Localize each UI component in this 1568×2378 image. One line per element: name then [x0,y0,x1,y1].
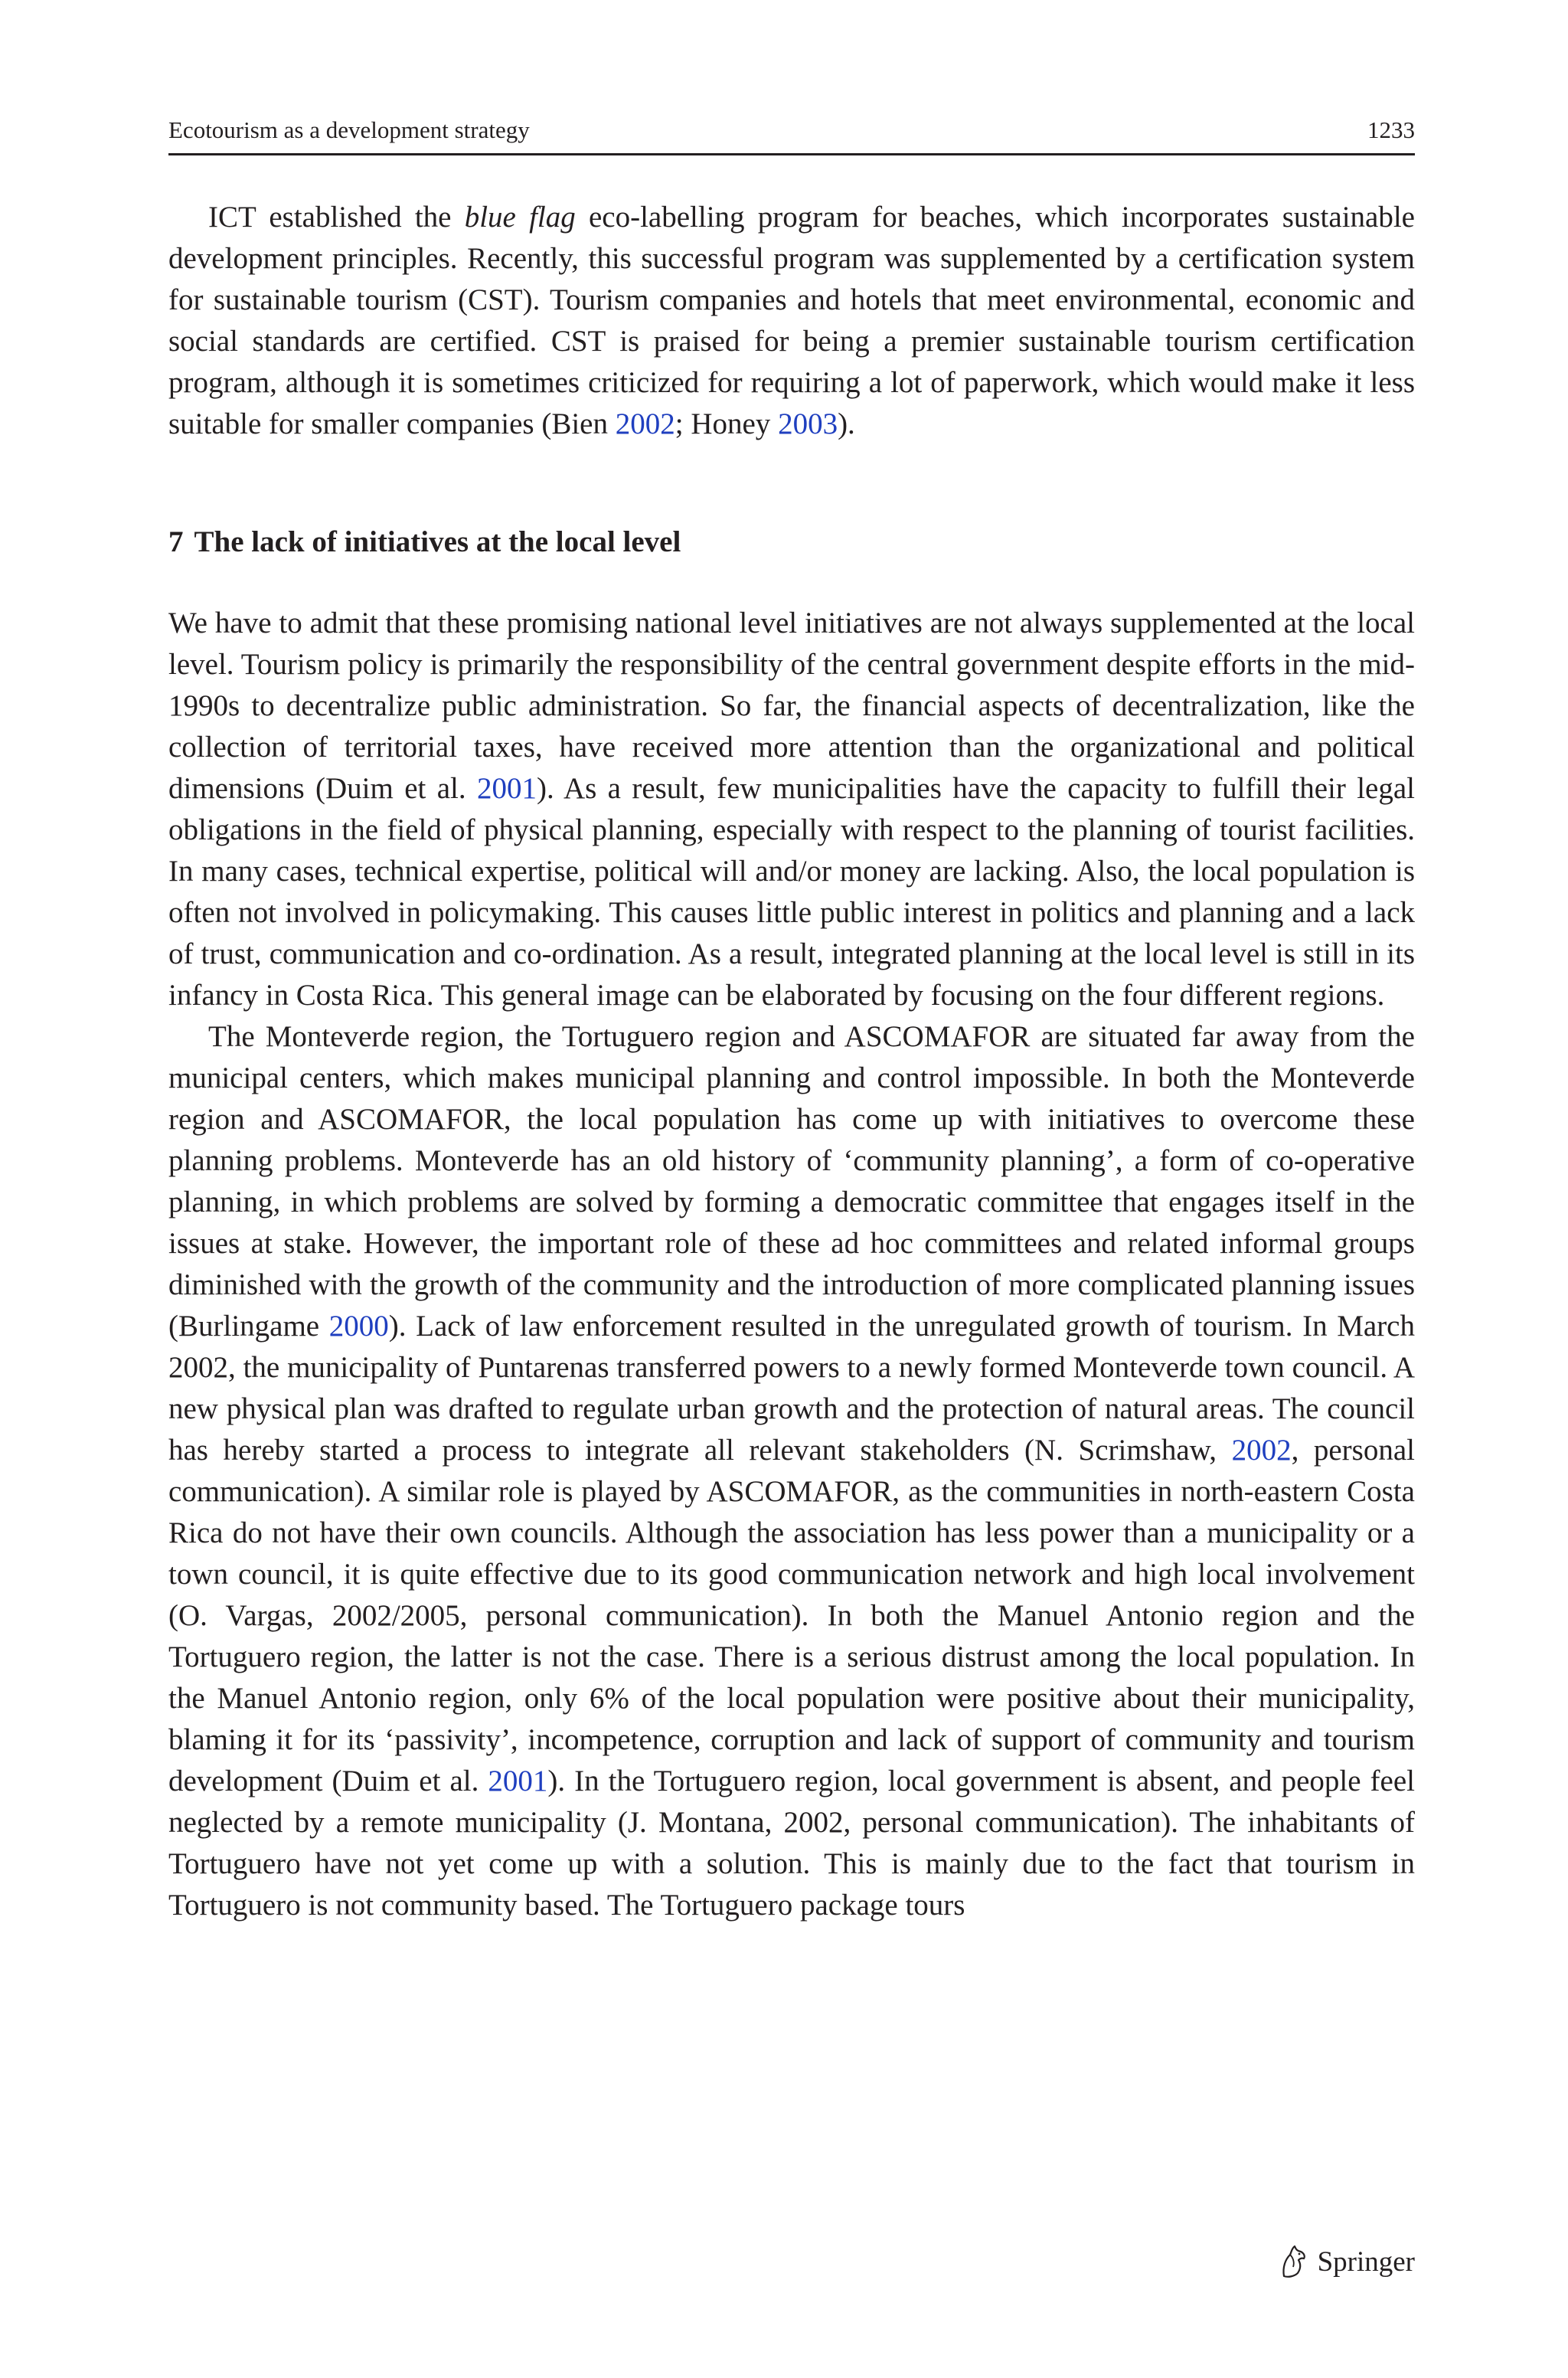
springer-horse-icon [1278,2244,1310,2279]
citation-link[interactable]: 2000 [328,1310,389,1343]
italic-term: blue flag [464,201,576,234]
text-run: , personal communication). A similar role is played by ASCOMAFOR, as the communities in north-eastern Costa Rica do not have their own councils. Although the association has less power than a municipality or a town council, it is quite effective due to its good communication network and high local involvement (O. Vargas, 2002/2005, personal communication). In both the Manuel Antonio region and the Tortuguero region, the latter is not the case. There is a serious distrust among the local population. In the Manuel Antonio region, only 6% of the local population were positive about their municipality, blaming it for its ‘passivity’, incompetence, corruption and lack of support of community and tourism development (Duim et al. [168,1434,1415,1797]
text-run: eco-labelling program for beaches, which incorporates sustainable development principles. Recently, this successful program was supplemented by a certification system for sustainable tourism (CST). Tourism companies and hotels that meet environmental, economic and social standards are certified. CST is praised for being a premier sustainable tourism certification program, although it is sometimes criticized for requiring a lot of paperwork, which would make it less suitable for smaller companies (Bien [168,201,1415,440]
page-number: 1233 [1367,116,1415,143]
paragraph-cst [168,197,1415,445]
running-title: Ecotourism as a development strategy [168,116,530,143]
paragraph-local-level [168,603,1415,1016]
text-run: ). As a result, few municipalities have the capacity to fulfill their legal obligations in the field of physical planning, especially with respect to the planning of tourist facilities. In many cases, technical expertise, political will and/or money are lacking. Also, the local population is often not involved in policymaking. This causes little public interest in politics and planning and a lack of trust, communication and co-ordination. As a result, integrated planning at the local level is still in its infancy in Costa Rica. This general image can be elaborated by focusing on the four different regions. [168,772,1415,1012]
publisher-name: Springer [1317,2246,1415,2278]
text-run: ). Lack of law enforcement resulted in the unregulated growth of tourism. In March 2002, the municipality of Puntarenas transferred powers to a newly formed Monteverde town council. A new physical plan was drafted to regulate urban growth and the protection of natural areas. The council has hereby started a process to integrate all relevant stakeholders (N. Scrimshaw, [168,1310,1415,1467]
citation-link[interactable]: 2002 [615,407,675,440]
citation-link[interactable]: 2003 [778,407,838,440]
citation-link[interactable]: 2001 [488,1765,548,1797]
body-text [168,197,1415,1926]
publisher-logo [1278,2244,1415,2279]
running-head [168,115,1415,155]
page [168,115,1415,1926]
text-run: ICT established the [208,201,465,234]
text-run: ). In the Tortuguero region, local government is absent, and people feel neglected by a remote municipality (J. Montana, 2002, personal communication). The inhabitants of Tortuguero have not yet come up with a solution. This is mainly due to the fact that tourism in Tortuguero is not community based. The Tortuguero package tours [168,1765,1415,1922]
section-title: The lack of initiatives at the local level [194,525,681,558]
section-heading [168,522,1415,563]
section-number: 7 [168,525,184,558]
paragraph-regions [168,1016,1415,1926]
citation-link[interactable]: 2001 [477,772,537,805]
text-run: We have to admit that these promising national level initiatives are not always supplemented at the local level. Tourism policy is primarily the responsibility of the central government despite efforts in the mid-1990s to decentralize public administration. So far, the financial aspects of decentralization, like the collection of territorial taxes, have received more attention than the organizational and political dimensions (Duim et al. [168,607,1415,805]
text-run: ). [838,407,855,440]
text-run: ; Honey [675,407,779,440]
citation-link[interactable]: 2002 [1231,1434,1292,1467]
text-run: The Monteverde region, the Tortuguero region and ASCOMAFOR are situated far away from the municipal centers, which makes municipal planning and control impossible. In both the Monteverde region and ASCOMAFOR, the local population has come up with initiatives to overcome these planning problems. Monteverde has an old history of ‘community planning’, a form of co-operative planning, in which problems are solved by forming a democratic committee that engages itself in the issues at stake. However, the important role of these ad hoc committees and related informal groups diminished with the growth of the community and the introduction of more complicated planning issues (Burlingame [168,1020,1415,1343]
